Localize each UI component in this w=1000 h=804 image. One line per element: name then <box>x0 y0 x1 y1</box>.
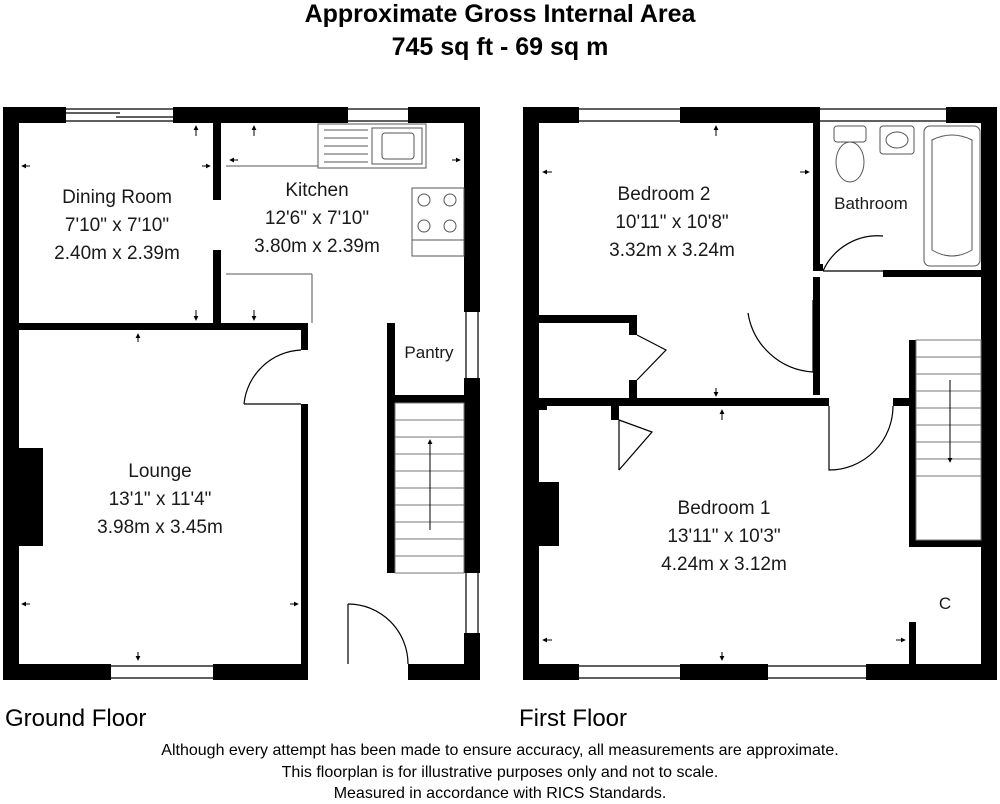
lounge-name: Lounge <box>128 461 192 482</box>
bedroom-2-name: Bedroom 2 <box>617 184 711 205</box>
dining-room-name: Dining Room <box>62 187 172 208</box>
bedroom-2-metric: 3.32m x 3.24m <box>609 240 735 261</box>
bedroom-2-imperial: 10'11" x 10'8" <box>615 212 729 233</box>
lounge-metric: 3.98m x 3.45m <box>97 517 223 538</box>
kitchen-name: Kitchen <box>285 180 349 201</box>
bedroom-1-metric: 4.24m x 3.12m <box>661 554 787 575</box>
disclaimer-line-1: Although every attempt has been made to ensure accuracy, all measurements are approximate. <box>161 742 839 759</box>
first-floor-plan <box>523 107 997 680</box>
lounge-imperial: 13'1" x 11'4" <box>108 489 212 510</box>
kitchen-metric: 3.80m x 2.39m <box>254 236 380 257</box>
ground-floor-plan <box>3 107 480 680</box>
bedroom-1-imperial: 13'11" x 10'3" <box>667 526 781 547</box>
disclaimer-line-3: Measured in accordance with RICS Standards. <box>333 785 667 802</box>
bedroom-1-name: Bedroom 1 <box>677 498 771 519</box>
kitchen-imperial: 12'6" x 7'10" <box>264 208 370 229</box>
dining-room-imperial: 7'10" x 7'10" <box>64 215 170 236</box>
bathroom-name: Bathroom <box>834 194 908 213</box>
cupboard-label: C <box>938 594 952 613</box>
first-floor-label: First Floor <box>519 705 627 732</box>
ground-floor-label: Ground Floor <box>5 705 147 732</box>
area-title: Approximate Gross Internal Area <box>304 0 696 28</box>
dining-room-metric: 2.40m x 2.39m <box>54 243 180 264</box>
disclaimer-line-2: This floorplan is for illustrative purposes only and not to scale. <box>281 764 719 781</box>
pantry-name: Pantry <box>404 343 454 362</box>
area-subtitle: 745 sq ft - 69 sq m <box>391 33 609 61</box>
